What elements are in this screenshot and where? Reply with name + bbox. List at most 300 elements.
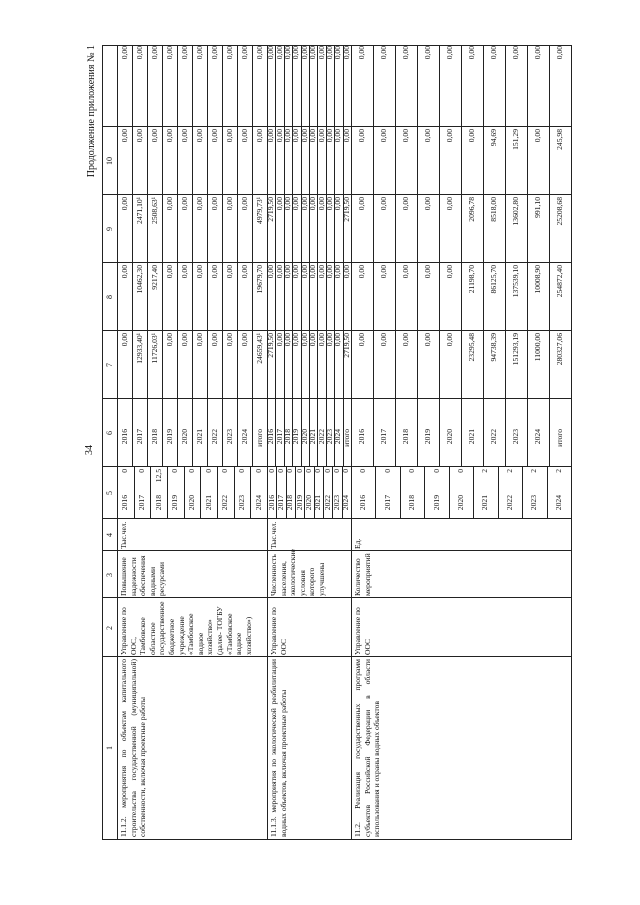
row-divider <box>162 46 163 467</box>
finance-value: 0,00 <box>316 265 326 279</box>
finance-value: 0,00 <box>239 333 249 347</box>
row-divider <box>234 467 235 519</box>
finance-year: 2023 <box>224 429 234 445</box>
finance-value: 0,00 <box>333 46 343 60</box>
finance-value: 0,00 <box>379 265 388 279</box>
finance-value: 2719,50 <box>266 197 276 222</box>
finance-value: 11726,03¹ <box>149 333 159 364</box>
row-divider <box>286 467 287 519</box>
header-cell: 4 <box>105 533 114 537</box>
target-year: 2022 <box>322 495 332 511</box>
program-table <box>102 45 572 840</box>
row-divider <box>132 46 133 467</box>
finance-value: 0,00 <box>423 46 432 60</box>
finance-year: 2019 <box>164 429 174 445</box>
header-cell: 3 <box>105 573 114 577</box>
target-year: 2017 <box>382 495 392 511</box>
finance-value: 0,00 <box>224 129 234 143</box>
target-year: 2018 <box>407 495 417 511</box>
finance-value: 0,00 <box>333 333 343 347</box>
header-cell: 7 <box>105 363 114 367</box>
row-divider <box>439 46 440 467</box>
finance-year: 2022 <box>209 429 219 445</box>
finance-value: 24659,43¹ <box>254 333 264 364</box>
target-value: 2 <box>553 469 563 473</box>
finance-value: 0,00 <box>308 265 318 279</box>
finance-value: 0,00 <box>134 46 144 60</box>
target-year: 2020 <box>187 495 196 511</box>
finance-value: 0,00 <box>423 129 432 143</box>
finance-value: 0,00 <box>179 46 189 60</box>
finance-value: 11000,00 <box>533 333 542 362</box>
finance-value: 0,00 <box>379 197 388 211</box>
finance-value: 0,00 <box>325 129 334 143</box>
finance-value: 0,00 <box>209 197 219 211</box>
finance-value: 0,00 <box>325 333 334 347</box>
finance-year: 2019 <box>291 429 301 445</box>
row-divider <box>250 467 251 519</box>
finance-value: 151293,19 <box>511 333 520 366</box>
finance-value: 21198,70 <box>467 265 476 294</box>
finance-value: 10462,30 <box>134 265 144 294</box>
finance-value: 0,00 <box>333 265 343 279</box>
row-divider <box>522 467 523 519</box>
target-value: 0 <box>187 469 196 473</box>
target-year: 2021 <box>480 495 490 511</box>
finance-value: 0,00 <box>316 197 326 211</box>
finance-value: 0,00 <box>333 129 343 143</box>
finance-value: 0,00 <box>357 197 366 211</box>
target-year: 2020 <box>456 495 465 511</box>
finance-value: 0,00 <box>164 46 174 60</box>
finance-value: 0,00 <box>489 46 498 60</box>
finance-value: 0,00 <box>299 46 309 60</box>
target-year: 2018 <box>285 495 295 511</box>
finance-value: 0,00 <box>194 333 204 347</box>
row-divider <box>147 46 148 467</box>
row-divider <box>276 467 277 519</box>
finance-value: 0,00 <box>401 265 410 279</box>
target-value: 0 <box>203 469 213 473</box>
finance-value: 0,00 <box>179 333 189 347</box>
finance-value: 25208,68 <box>555 197 564 226</box>
finance-value: 0,00 <box>266 265 276 279</box>
finance-value: 0,00 <box>401 129 410 143</box>
page-number: 34 <box>84 445 95 455</box>
finance-value: 19679,70 <box>254 265 264 294</box>
finance-value: 0,00 <box>239 197 249 211</box>
row-divider <box>200 467 201 519</box>
finance-value: 0,00 <box>266 46 276 60</box>
finance-value: 0,00 <box>357 265 366 279</box>
target-year: 2018 <box>153 495 163 511</box>
finance-value: 0,00 <box>283 265 292 279</box>
finance-value: 0,00 <box>119 333 129 347</box>
finance-year: 2023 <box>511 429 520 445</box>
header-cell: 8 <box>105 295 114 299</box>
finance-value: 245,98 <box>555 129 564 150</box>
row-divider <box>252 46 253 467</box>
finance-value: 0,00 <box>308 333 318 347</box>
row-divider <box>192 46 193 467</box>
finance-year: 2016 <box>357 429 366 445</box>
target-value: 2 <box>480 469 490 473</box>
finance-value: 0,00 <box>149 46 159 60</box>
finance-value: 0,00 <box>274 46 284 60</box>
finance-value: 13602,80 <box>511 197 520 226</box>
target-year: 2024 <box>253 495 263 511</box>
finance-value: 2719,50 <box>341 333 351 358</box>
continuation-note: Продолжение приложения № 1 <box>86 45 97 178</box>
finance-value: 0,00 <box>445 46 454 60</box>
target-value: 2 <box>504 469 514 473</box>
finance-value: 0,00 <box>299 197 309 211</box>
target-value: 0 <box>456 469 465 473</box>
row-divider <box>373 46 374 467</box>
row-divider <box>527 46 528 467</box>
unit: Тыс.чел. <box>119 521 128 549</box>
row-divider <box>177 46 178 467</box>
finance-value: 0,00 <box>316 129 326 143</box>
finance-value: 0,00 <box>357 129 366 143</box>
target-year: 2024 <box>553 495 563 511</box>
target-value: 0 <box>382 469 392 473</box>
finance-value: 0,00 <box>224 265 234 279</box>
row-divider <box>184 467 185 519</box>
finance-value: 0,00 <box>274 129 284 143</box>
finance-value: 9217,40 <box>149 265 159 290</box>
finance-value: 0,00 <box>533 46 542 60</box>
finance-value: 0,00 <box>164 129 174 143</box>
row-divider <box>473 467 474 519</box>
finance-year: итого <box>555 429 564 447</box>
finance-value: 0,00 <box>209 46 219 60</box>
finance-value: 0,00 <box>423 197 432 211</box>
target-value: 0 <box>220 469 230 473</box>
row-divider <box>323 467 324 519</box>
target-year: 2022 <box>504 495 514 511</box>
target-value: 0 <box>322 469 332 473</box>
finance-value: 2096,78 <box>467 197 476 222</box>
measure-name: 11.2. Реализация государственных программ субъектов Российской Федерации в области использования и охраны водных объектов <box>353 659 382 837</box>
finance-value: 86125,70 <box>489 265 498 294</box>
finance-value: 0,00 <box>316 46 326 60</box>
finance-year: 2022 <box>316 429 326 445</box>
unit: Ед. <box>353 538 362 549</box>
target-year: 2021 <box>203 495 213 511</box>
row-divider <box>167 467 168 519</box>
finance-year: 2017 <box>379 429 388 445</box>
target-year: 2016 <box>120 495 130 511</box>
finance-value: 2471,10¹ <box>134 197 144 224</box>
finance-value: 0,00 <box>194 46 204 60</box>
target-year: 2016 <box>358 495 368 511</box>
target-value: 0 <box>332 469 341 473</box>
finance-value: 0,00 <box>209 333 219 347</box>
finance-value: 0,00 <box>164 265 174 279</box>
row-divider <box>317 46 318 467</box>
finance-value: 12933,40¹ <box>134 333 144 364</box>
finance-value: 0,00 <box>291 333 301 347</box>
finance-value: 0,00 <box>274 197 284 211</box>
finance-value: 0,00 <box>239 265 249 279</box>
target-value: 0 <box>407 469 417 473</box>
finance-value: 0,00 <box>341 265 351 279</box>
target-year: 2020 <box>304 495 313 511</box>
header-cell: 9 <box>105 227 114 231</box>
finance-year: 2021 <box>467 429 476 445</box>
finance-value: 2719,50 <box>341 197 351 222</box>
finance-value: 94738,39 <box>489 333 498 362</box>
finance-value: 0,00 <box>291 129 301 143</box>
finance-year: 2016 <box>119 429 129 445</box>
row-divider <box>483 46 484 467</box>
finance-year: 2020 <box>299 429 309 445</box>
target-year: 2021 <box>313 495 323 511</box>
target-value: 0 <box>358 469 368 473</box>
row-divider <box>400 467 401 519</box>
row-divider <box>150 467 151 519</box>
target-value: 0 <box>253 469 263 473</box>
finance-value: 0,00 <box>299 129 309 143</box>
row-divider <box>134 467 135 519</box>
finance-year: 2024 <box>239 429 249 445</box>
finance-year: 2017 <box>134 429 144 445</box>
row-divider <box>549 46 550 467</box>
target-value: 0 <box>276 469 285 473</box>
target-year: 2022 <box>220 495 230 511</box>
finance-year: 2018 <box>283 429 292 445</box>
finance-value: 0,00 <box>401 333 410 347</box>
finance-value: 0,00 <box>445 129 454 143</box>
target-value: 2 <box>529 469 539 473</box>
finance-year: итого <box>341 429 351 447</box>
row-divider <box>417 46 418 467</box>
row-divider <box>547 467 548 519</box>
indicator-name: Повышение надежности обеспечения водными ресурсами <box>119 555 167 596</box>
finance-value: 23295,48 <box>467 333 476 362</box>
finance-value: 0,00 <box>119 197 129 211</box>
finance-value: 0,00 <box>119 129 129 143</box>
row-divider <box>424 467 425 519</box>
finance-value: 0,00 <box>401 197 410 211</box>
row-divider <box>275 46 276 467</box>
row-divider <box>449 467 450 519</box>
indicator-name: Количество мероприятий <box>353 553 372 596</box>
finance-value: 0,00 <box>357 46 366 60</box>
row-divider <box>237 46 238 467</box>
finance-value: 2719,50 <box>266 333 276 358</box>
finance-value: 0,00 <box>325 46 334 60</box>
finance-value: 991,10 <box>533 197 542 218</box>
executor: Управление по ООС, Тамбовское областное государственное бюджетное учреждение «Тамбовское водное хозяйство» (далее- ТОГБУ «Тамбовское водное хозяйство») <box>119 601 253 655</box>
finance-value: 0,00 <box>274 265 284 279</box>
finance-value: 0,00 <box>308 46 318 60</box>
row-divider <box>301 46 302 467</box>
target-value: 0 <box>304 469 313 473</box>
finance-value: 137539,10 <box>511 265 520 298</box>
finance-value: 0,00 <box>299 265 309 279</box>
finance-value: 0,00 <box>119 265 129 279</box>
measure-block <box>117 46 268 839</box>
finance-value: 0,00 <box>283 333 292 347</box>
finance-value: 0,00 <box>341 46 351 60</box>
finance-value: 0,00 <box>164 197 174 211</box>
finance-value: 254872,40 <box>555 265 564 298</box>
row-divider <box>284 46 285 467</box>
finance-value: 0,00 <box>291 46 301 60</box>
target-year: 2019 <box>294 495 304 511</box>
finance-value: 0,00 <box>224 197 234 211</box>
finance-value: 0,00 <box>283 197 292 211</box>
finance-year: 2023 <box>325 429 334 445</box>
measure-block <box>267 46 352 839</box>
finance-value: 0,00 <box>401 46 410 60</box>
finance-value: 0,00 <box>209 129 219 143</box>
row-divider <box>207 46 208 467</box>
row-divider <box>334 46 335 467</box>
row-divider <box>343 46 344 467</box>
finance-year: 2024 <box>333 429 343 445</box>
target-year: 2023 <box>237 495 246 511</box>
target-value: 0 <box>120 469 130 473</box>
finance-value: 94,69 <box>489 129 498 147</box>
finance-year: 2017 <box>274 429 284 445</box>
finance-year: 2020 <box>445 429 454 445</box>
executor: Управление по ООС <box>353 607 372 655</box>
row-divider <box>498 467 499 519</box>
finance-year: 2016 <box>266 429 276 445</box>
target-value: 0 <box>237 469 246 473</box>
finance-value: 0,00 <box>283 129 292 143</box>
rotated-landscape-page <box>82 45 577 840</box>
header-cell: 5 <box>105 491 114 495</box>
finance-value: 0,00 <box>239 46 249 60</box>
finance-value: 0,00 <box>533 129 542 143</box>
finance-value: 0,00 <box>119 46 129 60</box>
row-divider <box>304 467 305 519</box>
target-year: 2019 <box>170 495 180 511</box>
measure-name: 11.1.3. мероприятия по экологической реабилитации водных объектов, включая проектные работы <box>269 659 288 837</box>
target-year: 2017 <box>276 495 285 511</box>
finance-value: 280327,06 <box>555 333 564 366</box>
header-cell: 2 <box>105 626 114 630</box>
target-value: 0 <box>341 469 351 473</box>
finance-value: 0,00 <box>445 197 454 211</box>
finance-year: 2020 <box>179 429 189 445</box>
finance-value: 0,00 <box>379 46 388 60</box>
finance-value: 0,00 <box>194 197 204 211</box>
header-cell: 6 <box>105 431 114 435</box>
finance-value: 0,00 <box>308 197 318 211</box>
unit: Тыс.чел. <box>269 521 278 549</box>
target-value: 0 <box>313 469 323 473</box>
finance-value: 0,00 <box>239 129 249 143</box>
target-value: 0 <box>431 469 441 473</box>
finance-value: 0,00 <box>316 333 326 347</box>
target-value: 0 <box>285 469 295 473</box>
target-value: 12,5 <box>153 469 163 483</box>
finance-value: 0,00 <box>274 333 284 347</box>
finance-value: 0,00 <box>291 197 301 211</box>
finance-value: 0,00 <box>308 129 318 143</box>
finance-value: 0,00 <box>445 265 454 279</box>
row-divider <box>222 46 223 467</box>
finance-year: итого <box>254 429 264 447</box>
row-divider <box>375 467 376 519</box>
target-year: 2024 <box>341 495 351 511</box>
finance-value: 0,00 <box>445 333 454 347</box>
row-divider <box>395 46 396 467</box>
finance-value: 0,00 <box>511 46 520 60</box>
finance-year: 2018 <box>401 429 410 445</box>
finance-value: 0,00 <box>341 129 351 143</box>
finance-value: 0,00 <box>179 197 189 211</box>
finance-value: 0,00 <box>467 46 476 60</box>
finance-value: 0,00 <box>423 265 432 279</box>
finance-year: 2018 <box>149 429 159 445</box>
finance-value: 0,00 <box>325 197 334 211</box>
finance-value: 0,00 <box>149 129 159 143</box>
finance-value: 0,00 <box>254 46 264 60</box>
finance-year: 2021 <box>194 429 204 445</box>
finance-value: 4979,73¹ <box>254 197 264 224</box>
row-divider <box>342 467 343 519</box>
finance-value: 0,00 <box>224 46 234 60</box>
header-cell: 10 <box>105 157 114 165</box>
row-divider <box>332 467 333 519</box>
finance-value: 0,00 <box>266 129 276 143</box>
target-year: 2016 <box>266 495 276 511</box>
finance-value: 0,00 <box>291 265 301 279</box>
row-divider <box>217 467 218 519</box>
finance-value: 8518,00 <box>489 197 498 222</box>
executor: Управление по ООС <box>269 607 288 655</box>
row-divider <box>309 46 310 467</box>
finance-year: 2019 <box>423 429 432 445</box>
row-divider <box>295 467 296 519</box>
finance-value: 0,00 <box>467 129 476 143</box>
target-year: 2017 <box>137 495 146 511</box>
finance-value: 0,00 <box>299 333 309 347</box>
finance-value: 2508,63¹ <box>149 197 159 224</box>
header-cell: 1 <box>105 746 114 750</box>
finance-value: 0,00 <box>423 333 432 347</box>
finance-value: 0,00 <box>333 197 343 211</box>
finance-value: 0,00 <box>179 129 189 143</box>
row-divider <box>505 46 506 467</box>
target-value: 0 <box>170 469 180 473</box>
finance-value: 0,00 <box>194 265 204 279</box>
finance-value: 0,00 <box>555 46 564 60</box>
measure-name: 11.1.2. мероприятия по объектам капитального строительства государственной (муниципальной) собственности, включая проектные работы <box>119 659 148 837</box>
finance-value: 0,00 <box>379 129 388 143</box>
indicator-name: Численность населения, экологические условия которого улучшены <box>269 549 326 596</box>
row-divider <box>314 467 315 519</box>
finance-value: 0,00 <box>325 265 334 279</box>
finance-value: 0,00 <box>283 46 292 60</box>
finance-value: 0,00 <box>134 129 144 143</box>
finance-value: 0,00 <box>379 333 388 347</box>
finance-value: 0,00 <box>254 129 264 143</box>
target-year: 2019 <box>431 495 441 511</box>
finance-value: 0,00 <box>164 333 174 347</box>
row-divider <box>292 46 293 467</box>
target-year: 2023 <box>529 495 539 511</box>
finance-value: 0,00 <box>194 129 204 143</box>
finance-value: 0,00 <box>209 265 219 279</box>
finance-year: 2024 <box>533 429 542 445</box>
